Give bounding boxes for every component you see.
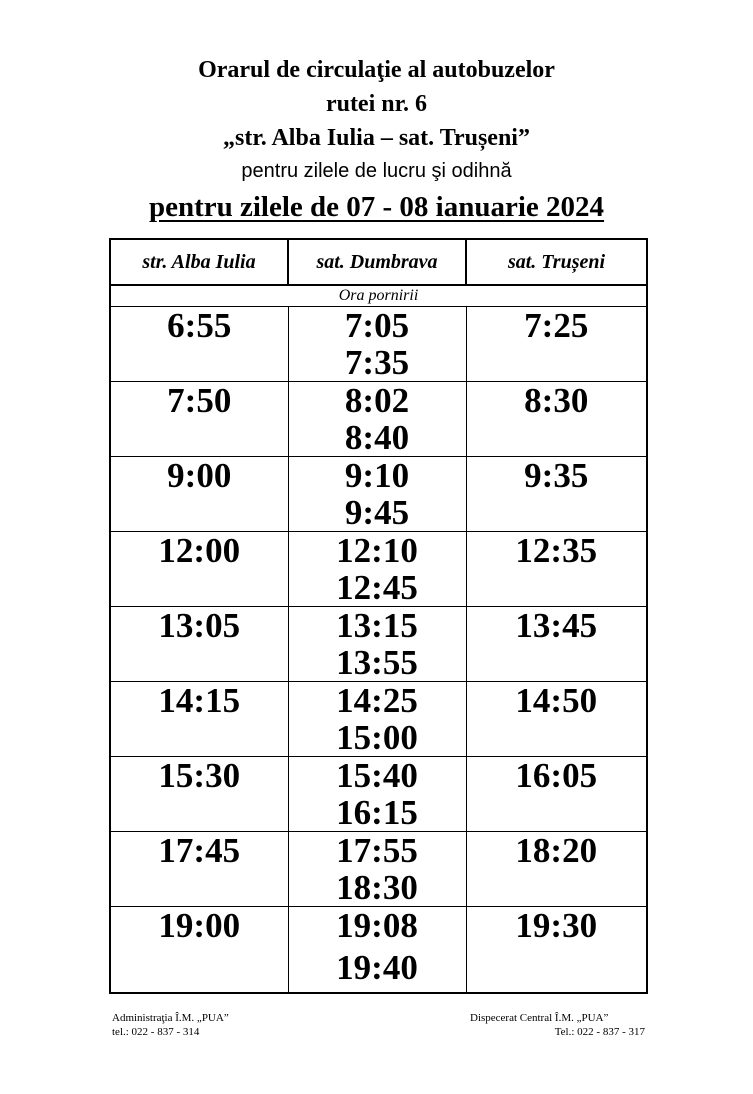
dispatch-name: Dispecerat Central Î.M. „PUA” — [470, 1012, 609, 1024]
dispatch-phone: Tel.: 022 - 837 - 317 — [554, 1026, 645, 1038]
departure-dumbrava: 12:45 — [288, 569, 466, 607]
route-name: „str. Alba Iulia – sat. Trușeni” — [223, 125, 530, 151]
departure-dumbrava: 15:00 — [288, 719, 466, 757]
column-header-row — [110, 239, 647, 285]
departure-dumbrava: 13:15 — [288, 607, 466, 645]
departure-dumbrava: 9:10 — [288, 457, 466, 495]
departure-alba-iulia: 6:55 — [110, 307, 288, 345]
departure-alba-iulia — [110, 944, 288, 993]
table-row — [110, 794, 647, 832]
departure-alba-iulia — [110, 419, 288, 457]
departure-dumbrava: 18:30 — [288, 869, 466, 907]
schedule-title: Orarul de circulaţie al autobuzelor — [198, 57, 555, 83]
table-row — [110, 494, 647, 532]
departure-alba-iulia: 12:00 — [110, 532, 288, 570]
table-row — [110, 419, 647, 457]
departure-truseni: 8:30 — [466, 382, 647, 420]
route-number: rutei nr. 6 — [325, 91, 428, 117]
departure-alba-iulia — [110, 569, 288, 607]
departure-truseni: 13:45 — [466, 607, 647, 645]
departure-truseni: 18:20 — [466, 832, 647, 870]
table-row — [110, 532, 647, 570]
departure-truseni: 7:25 — [466, 307, 647, 345]
departure-alba-iulia: 7:50 — [110, 382, 288, 420]
departure-dumbrava: 12:10 — [288, 532, 466, 570]
table-row — [110, 944, 647, 993]
departure-dumbrava: 17:55 — [288, 832, 466, 870]
table-row — [110, 869, 647, 907]
departure-truseni — [466, 794, 647, 832]
departure-truseni: 14:50 — [466, 682, 647, 720]
column-header-dumbrava: sat. Dumbrava — [288, 239, 466, 285]
departure-alba-iulia — [110, 794, 288, 832]
subheader-row — [110, 285, 647, 307]
footer-administration — [112, 1011, 229, 1039]
table-row — [110, 644, 647, 682]
departure-truseni — [466, 944, 647, 993]
departure-time-label: Ora pornirii — [110, 285, 647, 307]
footer-dispatch — [470, 1011, 645, 1039]
departure-truseni — [466, 569, 647, 607]
departure-alba-iulia — [110, 644, 288, 682]
administration-phone: tel.: 022 - 837 - 314 — [112, 1026, 200, 1038]
departure-alba-iulia: 13:05 — [110, 607, 288, 645]
timetable-body — [110, 307, 647, 994]
departure-truseni — [466, 719, 647, 757]
table-row — [110, 607, 647, 645]
days-subtitle: pentru zilele de lucru şi odihnă — [241, 160, 512, 182]
departure-truseni — [466, 494, 647, 532]
departure-truseni — [466, 869, 647, 907]
departure-alba-iulia: 15:30 — [110, 757, 288, 795]
table-row — [110, 907, 647, 945]
departure-alba-iulia — [110, 344, 288, 382]
departure-alba-iulia — [110, 494, 288, 532]
departure-alba-iulia — [110, 719, 288, 757]
table-row — [110, 382, 647, 420]
departure-alba-iulia: 19:00 — [110, 907, 288, 945]
departure-dumbrava: 14:25 — [288, 682, 466, 720]
departure-alba-iulia — [110, 869, 288, 907]
departure-truseni: 12:35 — [466, 532, 647, 570]
departure-truseni — [466, 419, 647, 457]
departure-truseni — [466, 644, 647, 682]
departure-truseni: 9:35 — [466, 457, 647, 495]
table-row — [110, 457, 647, 495]
departure-dumbrava: 13:55 — [288, 644, 466, 682]
departure-truseni: 19:30 — [466, 907, 647, 945]
departure-dumbrava: 16:15 — [288, 794, 466, 832]
departure-dumbrava: 19:08 — [288, 907, 466, 945]
table-row — [110, 307, 647, 345]
column-header-truseni: sat. Trușeni — [466, 239, 647, 285]
table-row — [110, 569, 647, 607]
column-header-alba-iulia: str. Alba Iulia — [110, 239, 288, 285]
timetable — [109, 238, 648, 994]
departure-dumbrava: 8:40 — [288, 419, 466, 457]
administration-name: Administraţia Î.M. „PUA” — [112, 1012, 229, 1024]
table-row — [110, 682, 647, 720]
departure-alba-iulia: 14:15 — [110, 682, 288, 720]
departure-alba-iulia: 17:45 — [110, 832, 288, 870]
departure-dumbrava: 7:05 — [288, 307, 466, 345]
table-row — [110, 344, 647, 382]
departure-truseni: 16:05 — [466, 757, 647, 795]
departure-dumbrava: 19:40 — [288, 944, 466, 993]
departure-alba-iulia: 9:00 — [110, 457, 288, 495]
table-row — [110, 757, 647, 795]
table-row — [110, 719, 647, 757]
departure-truseni — [466, 344, 647, 382]
departure-dumbrava: 7:35 — [288, 344, 466, 382]
validity-dates: pentru zilele de 07 - 08 ianuarie 2024 — [148, 191, 605, 223]
departure-dumbrava: 15:40 — [288, 757, 466, 795]
departure-dumbrava: 9:45 — [288, 494, 466, 532]
departure-dumbrava: 8:02 — [288, 382, 466, 420]
table-row — [110, 832, 647, 870]
